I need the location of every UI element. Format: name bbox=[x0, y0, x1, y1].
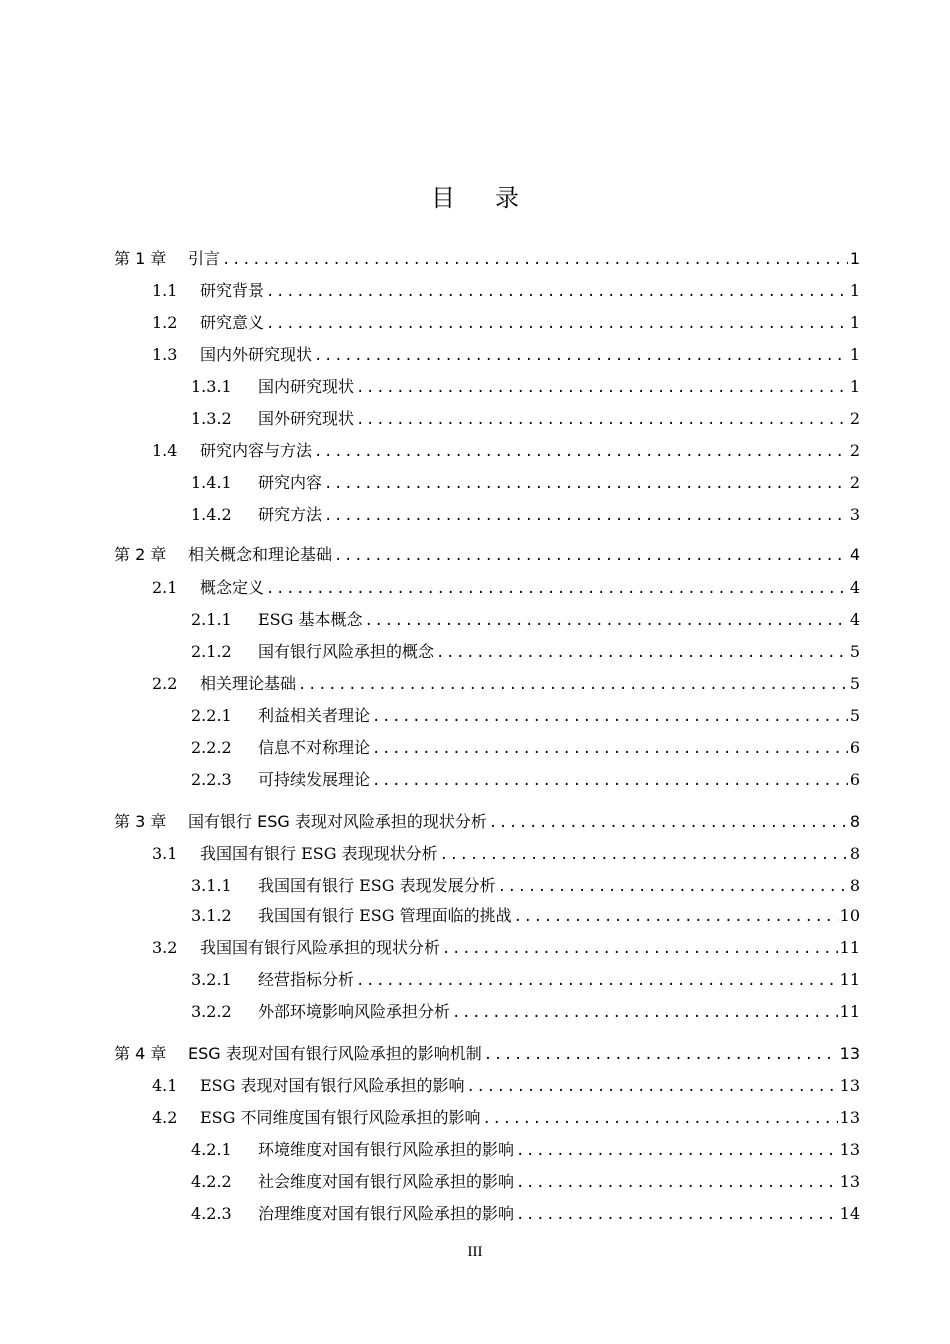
toc-entry-number: 1.2 bbox=[152, 313, 178, 332]
toc-entry-page-number: 1 bbox=[849, 345, 860, 364]
dot-leader bbox=[314, 344, 848, 368]
toc-entry-level2[interactable] bbox=[152, 279, 860, 303]
toc-entry-label: 国外研究现状 bbox=[258, 409, 355, 428]
toc-entry-level3[interactable] bbox=[191, 375, 860, 399]
dot-leader bbox=[298, 673, 848, 697]
dot-leader bbox=[514, 905, 838, 929]
dot-leader bbox=[266, 280, 848, 304]
toc-entry-number: 3.1.1 bbox=[191, 876, 232, 895]
toc-entry-number: 1.3 bbox=[152, 345, 178, 364]
toc-entry-level1[interactable] bbox=[114, 543, 860, 567]
toc-entry-number: 1.4.2 bbox=[191, 505, 232, 524]
toc-entry-level3[interactable] bbox=[191, 471, 860, 495]
toc-entry-number: 第 2 章 bbox=[114, 545, 167, 564]
toc-entry-page-number: 8 bbox=[849, 844, 860, 863]
toc-entry-level3[interactable] bbox=[191, 1170, 860, 1194]
toc-entry-number: 2.1 bbox=[152, 578, 178, 597]
toc-entry-page-number: 11 bbox=[839, 970, 860, 989]
toc-entry-page-number: 13 bbox=[839, 1172, 860, 1191]
toc-entry-level3[interactable] bbox=[191, 874, 860, 898]
toc-entry-level3[interactable] bbox=[191, 1138, 860, 1162]
toc-entry-number: 3.1.2 bbox=[191, 906, 232, 925]
toc-entry-level3[interactable] bbox=[191, 1000, 860, 1024]
dot-leader bbox=[356, 969, 838, 993]
toc-entry-label: 信息不对称理论 bbox=[258, 738, 371, 757]
toc-entry-label: ESG 基本概念 bbox=[258, 610, 363, 629]
toc-entry-page-number: 2 bbox=[849, 473, 860, 492]
toc-entry-level1[interactable] bbox=[114, 1042, 860, 1066]
toc-entry-number: 4.2 bbox=[152, 1108, 178, 1127]
toc-entry-level3[interactable] bbox=[191, 640, 860, 664]
dot-leader bbox=[516, 1139, 838, 1163]
toc-entry-number: 2.1.1 bbox=[191, 610, 232, 629]
toc-entry-page-number: 3 bbox=[849, 505, 860, 524]
toc-entry-label: 利益相关者理论 bbox=[258, 706, 371, 725]
toc-entry-label: 研究意义 bbox=[200, 313, 265, 332]
toc-entry-label: 研究内容与方法 bbox=[200, 441, 313, 460]
toc-entry-number: 3.2 bbox=[152, 938, 178, 957]
toc-entry-page-number: 13 bbox=[839, 1108, 860, 1127]
toc-entry-page-number: 1 bbox=[849, 377, 860, 396]
toc-entry-page-number: 13 bbox=[839, 1044, 860, 1063]
toc-entry-number: 4.2.2 bbox=[191, 1172, 232, 1191]
toc-title-part2: 录 bbox=[495, 184, 519, 212]
toc-entry-level2[interactable] bbox=[152, 842, 860, 866]
toc-entry-level3[interactable] bbox=[191, 503, 860, 527]
toc-entry-label: 国有银行风险承担的概念 bbox=[258, 642, 435, 661]
toc-entry-page-number: 8 bbox=[849, 876, 860, 895]
dot-leader bbox=[516, 1203, 838, 1227]
toc-entry-page-number: 11 bbox=[839, 1002, 860, 1021]
toc-entry-label: ESG 表现对国有银行风险承担的影响机制 bbox=[188, 1044, 482, 1063]
dot-leader bbox=[314, 440, 848, 464]
dot-leader bbox=[484, 1043, 838, 1067]
toc-entry-level3[interactable] bbox=[191, 608, 860, 632]
dot-leader bbox=[440, 843, 848, 867]
toc-entry-label: ESG 不同维度国有银行风险承担的影响 bbox=[200, 1108, 481, 1127]
toc-entry-page-number: 13 bbox=[839, 1140, 860, 1159]
toc-entry-page-number: 8 bbox=[849, 812, 860, 831]
dot-leader bbox=[266, 577, 848, 601]
toc-entry-page-number: 6 bbox=[849, 738, 860, 757]
dot-leader bbox=[324, 504, 848, 528]
toc-entry-number: 3.2.2 bbox=[191, 1002, 232, 1021]
toc-entry-label: 国内研究现状 bbox=[258, 377, 355, 396]
toc-entry-level3[interactable] bbox=[191, 968, 860, 992]
toc-entry-label: 概念定义 bbox=[200, 578, 265, 597]
toc-entry-label: 研究内容 bbox=[258, 473, 323, 492]
toc-entry-number: 2.2.1 bbox=[191, 706, 232, 725]
toc-entry-page-number: 4 bbox=[849, 578, 860, 597]
page-number-footer: III bbox=[467, 1244, 483, 1260]
toc-entry-number: 4.2.1 bbox=[191, 1140, 232, 1159]
toc-entry-number: 2.2.3 bbox=[191, 770, 232, 789]
toc-entry-page-number: 4 bbox=[849, 545, 860, 564]
toc-entry-number: 4.2.3 bbox=[191, 1204, 232, 1223]
toc-entry-level2[interactable] bbox=[152, 343, 860, 367]
toc-entry-level3[interactable] bbox=[191, 704, 860, 728]
dot-leader bbox=[436, 641, 848, 665]
dot-leader bbox=[452, 1001, 838, 1025]
dot-leader bbox=[489, 811, 848, 835]
toc-entry-level2[interactable] bbox=[152, 672, 860, 696]
toc-entry-number: 第 4 章 bbox=[114, 1044, 167, 1063]
dot-leader bbox=[372, 705, 848, 729]
toc-entry-label: 治理维度对国有银行风险承担的影响 bbox=[258, 1204, 515, 1223]
toc-entry-label: 可持续发展理论 bbox=[258, 770, 371, 789]
toc-entry-level2[interactable] bbox=[152, 311, 860, 335]
toc-entry-label: 我国国有银行 ESG 表现现状分析 bbox=[200, 844, 438, 863]
toc-entry-level2[interactable] bbox=[152, 936, 860, 960]
toc-entry-label: 我国国有银行 ESG 表现发展分析 bbox=[258, 876, 496, 895]
toc-entry-number: 1.4.1 bbox=[191, 473, 232, 492]
toc-entry-level2[interactable] bbox=[152, 576, 860, 600]
toc-entry-level3[interactable] bbox=[191, 1202, 860, 1226]
toc-entry-label: 引言 bbox=[188, 249, 221, 268]
toc-title bbox=[0, 178, 950, 213]
toc-entry-label: 研究背景 bbox=[200, 281, 265, 300]
dot-leader bbox=[483, 1107, 838, 1131]
dot-leader bbox=[467, 1075, 838, 1099]
toc-entry-page-number: 4 bbox=[849, 610, 860, 629]
toc-entry-level3[interactable] bbox=[191, 407, 860, 431]
toc-entry-page-number: 11 bbox=[839, 938, 860, 957]
toc-entry-label: 国有银行 ESG 表现对风险承担的现状分析 bbox=[188, 812, 487, 831]
toc-entry-page-number: 2 bbox=[849, 441, 860, 460]
toc-entry-label: 相关概念和理论基础 bbox=[188, 545, 333, 564]
dot-leader bbox=[365, 609, 848, 633]
toc-entry-level3[interactable] bbox=[191, 768, 860, 792]
toc-entry-page-number: 13 bbox=[839, 1076, 860, 1095]
toc-entry-label: 社会维度对国有银行风险承担的影响 bbox=[258, 1172, 515, 1191]
toc-entry-page-number: 1 bbox=[849, 281, 860, 300]
dot-leader bbox=[516, 1171, 838, 1195]
dot-leader bbox=[222, 248, 848, 272]
toc-entry-level1[interactable] bbox=[114, 810, 860, 834]
toc-entry-label: 我国国有银行 ESG 管理面临的挑战 bbox=[258, 906, 512, 925]
dot-leader bbox=[334, 544, 848, 568]
toc-entry-number: 1.1 bbox=[152, 281, 178, 300]
toc-entry-number: 1.3.2 bbox=[191, 409, 232, 428]
toc-entry-number: 第 1 章 bbox=[114, 249, 167, 268]
toc-entry-level2[interactable] bbox=[152, 439, 860, 463]
toc-entry-page-number: 5 bbox=[849, 674, 860, 693]
dot-leader bbox=[356, 408, 848, 432]
toc-entry-label: 环境维度对国有银行风险承担的影响 bbox=[258, 1140, 515, 1159]
toc-entry-number: 3.2.1 bbox=[191, 970, 232, 989]
dot-leader bbox=[372, 769, 848, 793]
toc-entry-label: ESG 表现对国有银行风险承担的影响 bbox=[200, 1076, 465, 1095]
toc-entry-number: 2.1.2 bbox=[191, 642, 232, 661]
dot-leader bbox=[266, 312, 848, 336]
dot-leader bbox=[498, 875, 848, 899]
toc-entry-page-number: 5 bbox=[849, 642, 860, 661]
toc-entry-number: 第 3 章 bbox=[114, 812, 167, 831]
toc-entry-label: 我国国有银行风险承担的现状分析 bbox=[200, 938, 441, 957]
toc-entry-page-number: 1 bbox=[849, 313, 860, 332]
toc-entry-page-number: 1 bbox=[849, 249, 860, 268]
toc-entry-page-number: 14 bbox=[839, 1204, 860, 1223]
toc-entry-label: 外部环境影响风险承担分析 bbox=[258, 1002, 451, 1021]
toc-entry-page-number: 5 bbox=[849, 706, 860, 725]
toc-entry-number: 3.1 bbox=[152, 844, 178, 863]
toc-entry-level2[interactable] bbox=[152, 1074, 860, 1098]
toc-entry-page-number: 6 bbox=[849, 770, 860, 789]
toc-entry-level3[interactable] bbox=[191, 904, 860, 928]
toc-entry-page-number: 2 bbox=[849, 409, 860, 428]
toc-entry-level3[interactable] bbox=[191, 736, 860, 760]
toc-entry-level1[interactable] bbox=[114, 247, 860, 271]
toc-entry-number: 1.3.1 bbox=[191, 377, 232, 396]
toc-entry-number: 4.1 bbox=[152, 1076, 178, 1095]
toc-entry-level2[interactable] bbox=[152, 1106, 860, 1130]
toc-entry-number: 2.2.2 bbox=[191, 738, 232, 757]
toc-entry-page-number: 10 bbox=[839, 906, 860, 925]
dot-leader bbox=[324, 472, 848, 496]
toc-entry-label: 经营指标分析 bbox=[258, 970, 355, 989]
toc-entry-label: 国内外研究现状 bbox=[200, 345, 313, 364]
toc-entry-number: 2.2 bbox=[152, 674, 178, 693]
dot-leader bbox=[442, 937, 838, 961]
toc-entry-label: 研究方法 bbox=[258, 505, 323, 524]
toc-title-part1: 目 bbox=[431, 184, 455, 212]
dot-leader bbox=[372, 737, 848, 761]
toc-entry-label: 相关理论基础 bbox=[200, 674, 297, 693]
dot-leader bbox=[356, 376, 848, 400]
toc-entry-number: 1.4 bbox=[152, 441, 178, 460]
